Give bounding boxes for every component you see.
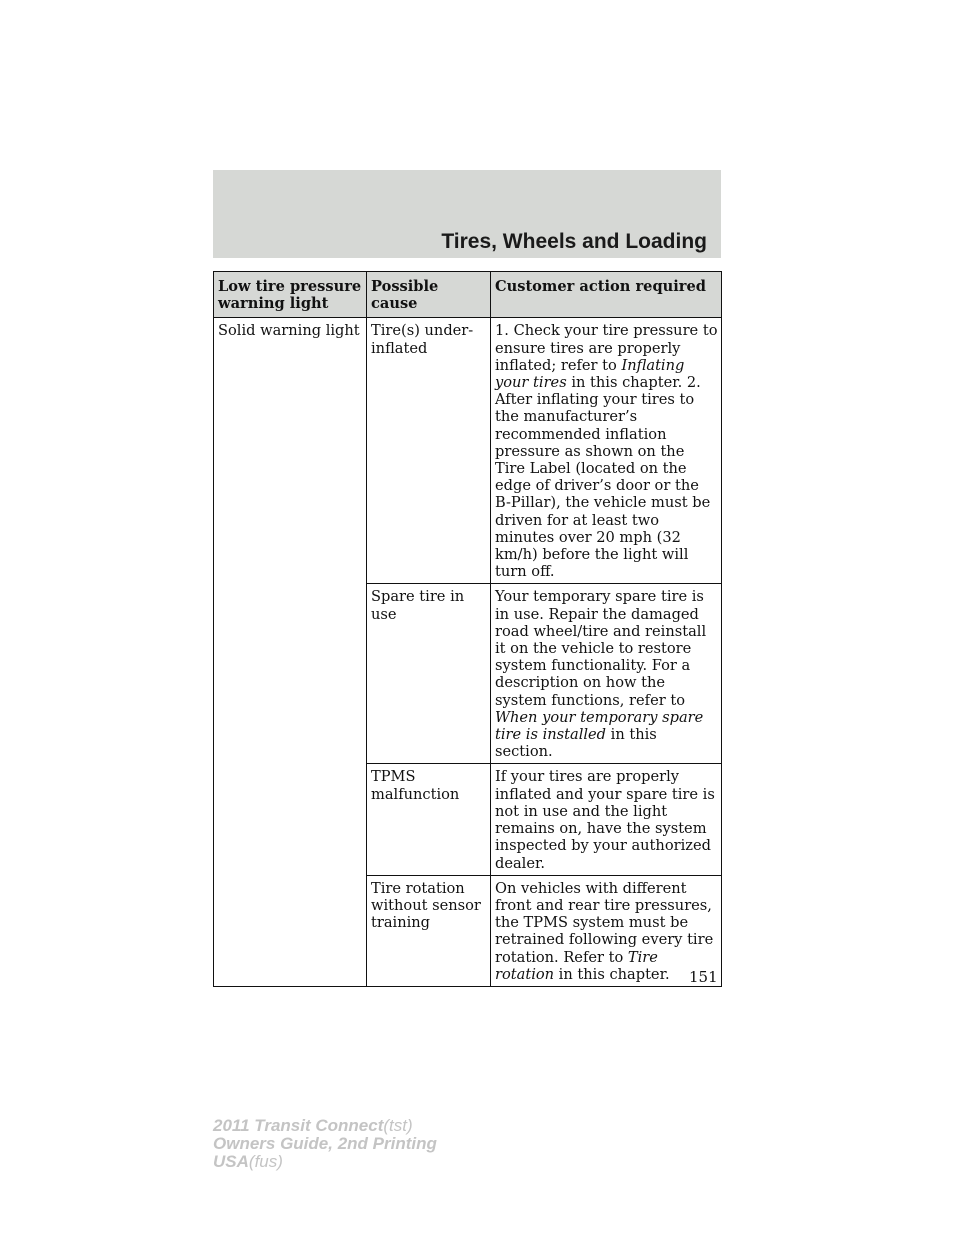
action-text: Your temporary spare tire is in use. Repair the damaged road wheel/tire and reinstall it on the vehicle to restore system functionality. For a description on how the system functions, refer to: [495, 588, 707, 709]
possible-cause-cell: Tire rotation without sensor training: [367, 875, 491, 986]
action-reference: Inflating your tires: [495, 356, 685, 392]
action-text: If your tires are properly inflated and your spare tire is not in use and the light remains on, have the system inspected by your authorized dealer.: [495, 768, 715, 872]
table-header-row: [214, 272, 722, 318]
action-text: 1. Check your tire pressure to ensure tires are properly inflated; refer to: [495, 322, 718, 374]
chapter-title: Tires, Wheels and Loading: [441, 230, 707, 253]
header-warning-light: Low tire pressure warning light: [214, 272, 367, 318]
tpms-warning-table: [213, 271, 722, 987]
action-reference: When your temporary spare tire is installed: [495, 708, 704, 744]
action-text: in this chapter.: [554, 965, 670, 983]
action-text: in this chapter. 2. After inflating your tires to the manufacturer’s recommended inflation pressure as shown on the Tire Label (located on the edge of driver’s door or the B-Pillar), the vehicle must be driven for at least two minutes over 20 mph (32 km/h) before the light will turn off.: [495, 374, 711, 581]
chapter-header: [213, 170, 721, 258]
warning-light-state: Solid warning light: [214, 318, 367, 987]
print-footer: [213, 1117, 437, 1171]
possible-cause-cell: Spare tire in use: [367, 584, 491, 764]
possible-cause-cell: TPMS malfunction: [367, 764, 491, 875]
footer-line: Owners Guide, 2nd Printing: [213, 1134, 437, 1153]
header-possible-cause: Possible cause: [367, 272, 491, 318]
customer-action-cell: [491, 764, 722, 875]
action-text: in this section.: [495, 726, 657, 761]
customer-action-cell: [491, 875, 722, 986]
possible-cause-cell: Tire(s) under-inflated: [367, 318, 491, 584]
customer-action-cell: [491, 318, 722, 584]
header-customer-action: Customer action required: [491, 272, 722, 318]
table-row: [214, 318, 722, 584]
action-reference: Tire rotation: [495, 948, 658, 983]
customer-action-cell: [491, 584, 722, 764]
page-number: 151: [689, 968, 718, 986]
footer-line: 2011 Transit Connect(tst): [213, 1116, 413, 1135]
footer-line: USA(fus): [213, 1152, 283, 1171]
action-text: On vehicles with different front and rear tire pressures, the TPMS system must be retrained following every tire rotation. Refer to: [495, 879, 714, 966]
